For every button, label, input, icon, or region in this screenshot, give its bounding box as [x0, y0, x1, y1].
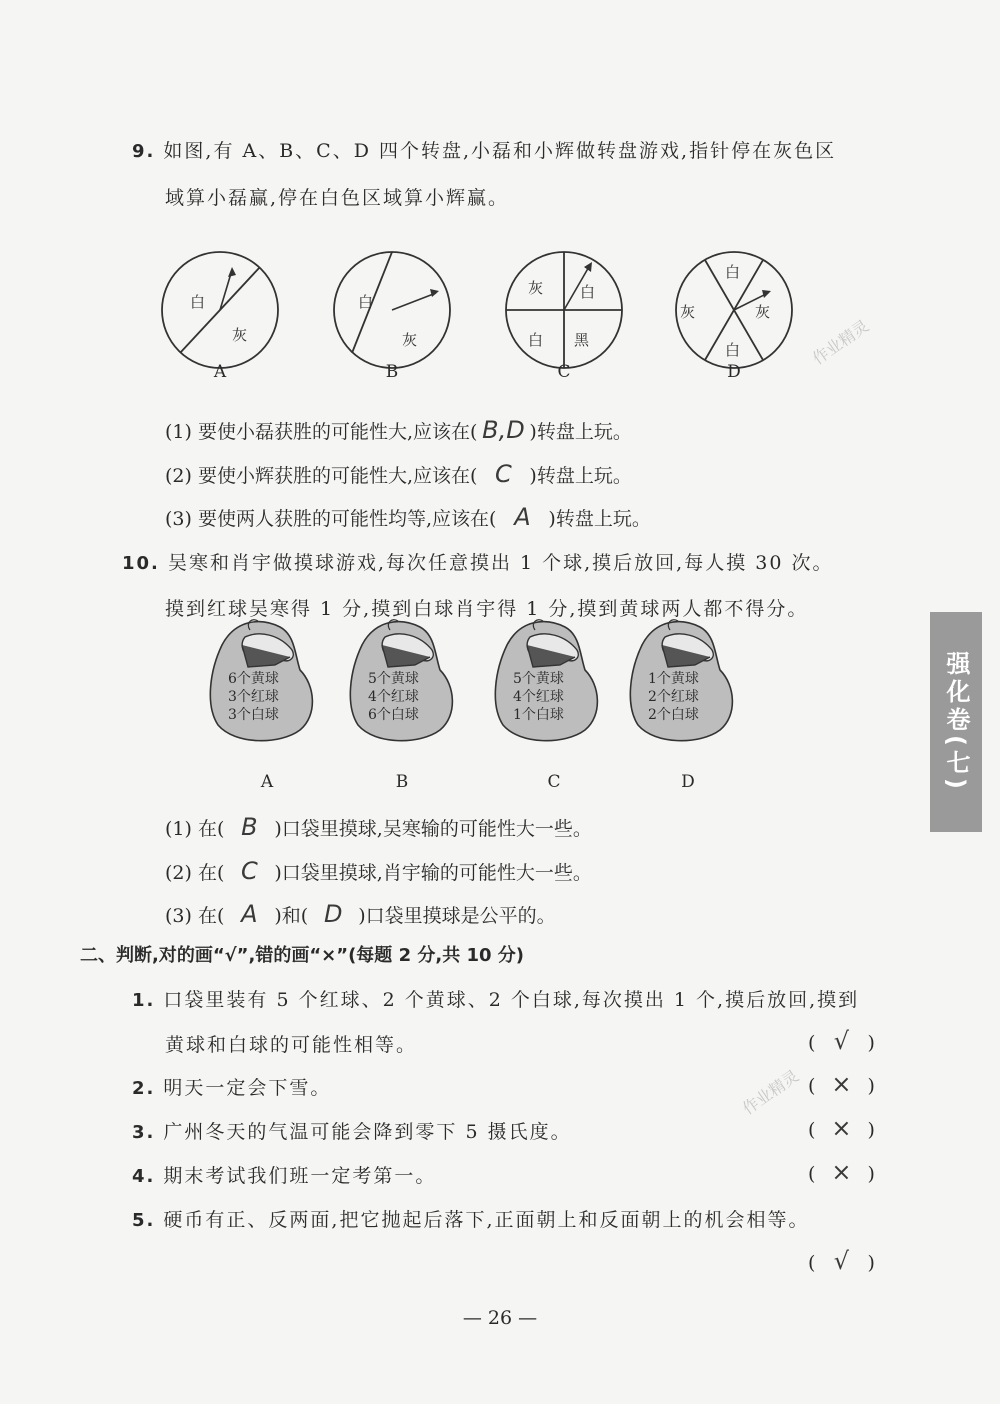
q9-sub2-answer: C — [495, 460, 512, 488]
judge-item-1-answer-box: ( √ ) — [808, 1027, 875, 1055]
spinner-d — [676, 252, 792, 368]
q10-sub3-answer-2: D — [323, 900, 343, 928]
bag-a-contents: 6个黄球 3个红球 3个白球 — [228, 671, 279, 723]
q9-line1: 9. 如图,有 A、B、C、D 四个转盘,小磊和小辉做转盘游戏,指针停在灰色区 — [132, 140, 837, 162]
judge-item-3-answer-box: ( × ) — [808, 1114, 875, 1142]
bag-a-label: A — [260, 772, 274, 792]
q10-sub1: (1) 在( B )口袋里摸球,吴寒输的可能性大一些。 — [165, 813, 592, 841]
judge-item-5: 5. 硬币有正、反两面,把它抛起后落下,正面朝上和反面朝上的机会相等。 — [132, 1209, 810, 1231]
q9-sub3-answer: A — [514, 503, 531, 531]
judge-item-4-answer: × — [831, 1158, 852, 1186]
q10-sub2: (2) 在( C )口袋里摸球,肖宇输的可能性大一些。 — [165, 857, 592, 885]
spinner-a-label: A — [213, 362, 227, 382]
spinner-c — [506, 252, 622, 368]
spinners-figure — [150, 245, 810, 385]
spinner-a — [162, 252, 278, 368]
judge-item-5-answer: √ — [833, 1247, 850, 1275]
spinner-c-region-1: 灰 — [528, 279, 544, 297]
judge-item-3-answer: × — [831, 1114, 852, 1142]
spinner-b-region-2: 灰 — [402, 331, 418, 349]
judge-item-4: 4. 期末考试我们班一定考第一。 — [132, 1165, 437, 1187]
judge-item-1-line2: 黄球和白球的可能性相等。 — [165, 1034, 418, 1056]
bag-d-contents: 1个黄球 2个红球 2个白球 — [648, 671, 699, 723]
judge-item-1-answer: √ — [833, 1027, 850, 1055]
spinner-b-region-1: 白 — [358, 293, 374, 311]
q9-sub2: (2) 要使小辉获胜的可能性大,应该在( C )转盘上玩。 — [165, 460, 632, 488]
side-tab: 强化卷(七) — [930, 612, 982, 832]
bag-b-contents: 5个黄球 4个红球 6个白球 — [368, 671, 419, 723]
judge-item-5-answer-box: ( √ ) — [808, 1247, 875, 1275]
q10-line2: 摸到红球吴寒得 1 分,摸到白球肖宇得 1 分,摸到黄球两人都不得分。 — [165, 598, 809, 620]
bag-d-label: D — [681, 772, 695, 792]
judge-item-4-answer-box: ( × ) — [808, 1158, 875, 1186]
q9-sub1: (1) 要使小磊获胜的可能性大,应该在( B,D )转盘上玩。 — [165, 416, 632, 444]
spinner-d-region-1: 白 — [725, 263, 741, 281]
page-number: — 26 — — [462, 1307, 538, 1329]
spinner-d-region-2: 灰 — [680, 303, 696, 321]
spinner-c-region-2: 白 — [580, 283, 596, 301]
spinner-c-region-3: 白 — [528, 331, 544, 349]
judge-item-1: 1. 口袋里装有 5 个红球、2 个黄球、2 个白球,每次摸出 1 个,摸后放回,摸到 — [132, 989, 860, 1011]
watermark-2: 作业精灵 — [738, 1066, 803, 1119]
q10-sub2-answer: C — [240, 857, 258, 885]
q9-sub1-answer: B,D — [482, 416, 525, 444]
spinner-a-region-2: 灰 — [232, 326, 248, 344]
judge-item-2-answer-box: ( × ) — [808, 1070, 875, 1098]
spinner-b — [334, 252, 450, 368]
bag-c-label: C — [547, 772, 561, 792]
spinner-b-label: B — [385, 362, 399, 382]
spinner-d-region-4: 白 — [725, 341, 741, 359]
watermark-1: 作业精灵 — [808, 316, 873, 369]
judge-item-3: 3. 广州冬天的气温可能会降到零下 5 摄氏度。 — [132, 1121, 572, 1143]
q9-sub3: (3) 要使两人获胜的可能性均等,应该在( A )转盘上玩。 — [165, 503, 651, 531]
spinner-d-region-3: 灰 — [755, 303, 771, 321]
q10-sub3: (3) 在( A )和( D )口袋里摸球是公平的。 — [165, 900, 556, 928]
spinner-a-region-1: 白 — [190, 293, 206, 311]
q10-sub1-answer: B — [241, 813, 258, 841]
judge-item-2: 2. 明天一定会下雪。 — [132, 1077, 332, 1099]
judge-item-2-answer: × — [831, 1070, 852, 1098]
bag-c-contents: 5个黄球 4个红球 1个白球 — [513, 671, 564, 723]
bag-b-label: B — [395, 772, 409, 792]
q10-line1: 10. 吴寒和肖宇做摸球游戏,每次任意摸出 1 个球,摸后放回,每人摸 30 次。 — [122, 552, 834, 574]
section2-title: 二、判断,对的画“√”,错的画“×”(每题 2 分,共 10 分) — [80, 945, 525, 966]
q9-line2: 域算小磊赢,停在白色区域算小辉赢。 — [165, 187, 510, 209]
spinner-c-region-4: 黑 — [574, 331, 590, 349]
spinner-d-label: D — [727, 362, 741, 382]
spinner-c-label: C — [557, 362, 571, 382]
q10-sub3-answer-1: A — [241, 900, 258, 928]
